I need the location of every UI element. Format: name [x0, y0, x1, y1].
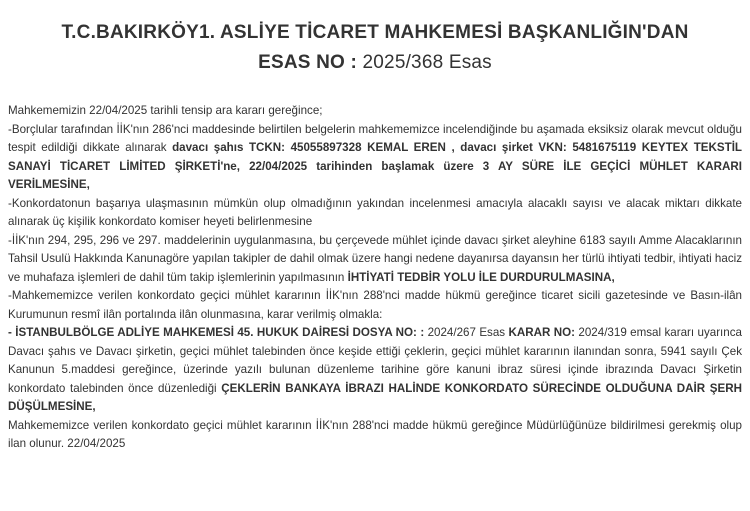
paragraph-bold-text: ÇEKLERİN BANKAYA İBRAZI HALİNDE KONKORDATO SÜRECİNDE OLDUĞUNA DAİR ŞERH DÜŞÜLMESİNE,	[8, 381, 742, 413]
paragraph-injunction	[8, 232, 742, 288]
announcement-body	[8, 102, 742, 454]
paragraph-text: 2024/319 emsal kararı uyarınca Davacı şahıs ve Davacı şirketin, geçici mühlet talebinden önce keşide ettiği çeklerin, geçici mühlet kararının ilanından sonra, 5941 sayılı Çek Kanunun 5.maddesi gereğince, üzerinde yazılı bulunan düzenleme tarihine göre kanuni ibraz süresi içinde ibrazında Davacı Şirketin konkordato talebinden önce düzenlediği	[8, 326, 742, 395]
paragraph-bold-text: - İSTANBULBÖLGE ADLİYE MAHKEMESİ 45. HUKUK DAİRESİ DOSYA NO: :	[8, 326, 428, 339]
announcement-header	[8, 0, 742, 78]
paragraph-closing: Mahkememizce verilen konkordato geçici mühlet kararının İİK'nın 288'nci madde hükmü gereğince Müdürlüğünüze bildirilmesi gerekmiş olup ilan olunur. 22/04/2025	[8, 418, 742, 450]
paragraph-temporary-respite	[8, 121, 742, 195]
paragraph-bold-text: İHTİYATİ TEDBİR YOLU İLE DURDURULMASINA,	[347, 270, 615, 284]
paragraph-bold-text: KARAR NO:	[508, 326, 579, 339]
paragraph-commissioner: -Konkordatonun başarıya ulaşmasının mümkün olup olmadığının yakından incelenmesi amacıyla alacaklı sayısı ve alacak miktarı dikkate alınarak üç kişilik konkordato komiser heyeti belirlenmesine	[8, 196, 742, 228]
paragraph-text: -İİK'nın 294, 295, 296 ve 297. maddelerinin uygulanmasına, bu çerçevede mühlet içinde davacı şirket aleyhine 6183 sayılı Amme Alacaklarının Tahsil Usulü Hakkında Kanunagöre yapılan takipler de dahil olmak üzere hangi nedene dayanırsa dayansın her türlü ihtiyati tedbir, ihtiyati haciz ve muhafaza işlemleri de dahil tüm takip işlemlerinin yapılmasının	[8, 233, 742, 284]
paragraph-publication: -Mahkememizce verilen konkordato geçici mühlet kararının İİK'nın 288'nci madde hükmü gereğince ticaret sicili gazetesinde ve Basın-ilân Kurumunun resmî ilân portalında ilân olunmasına, karar verilmiş olmakla:	[8, 289, 742, 321]
esas-label: ESAS NO :	[258, 52, 358, 73]
paragraph-intro: Mahkememizin 22/04/2025 tarihli tensip ara kararı gereğince;	[8, 104, 323, 117]
paragraph-appeal-court	[8, 324, 742, 417]
esas-line	[8, 48, 742, 78]
court-title: T.C.BAKIRKÖY1. ASLİYE TİCARET MAHKEMESİ BAŞKANLIĞIN'DAN	[61, 22, 689, 43]
esas-value: 2025/368 Esas	[362, 52, 492, 73]
paragraph-text: 2024/267 Esas	[427, 326, 509, 339]
paragraph-text: -Borçlular tarafından İİK'nın 286'nci maddesinde belirtilen belgelerin mahkememizce incelendiğinde bu aşamada eksiksiz olarak mevcut olduğu tespit edildiği dikkate alınarak	[8, 122, 742, 154]
paragraph-bold-text: davacı şahıs TCKN: 45055897328 KEMAL EREN , davacı şirket VKN: 5481675119 KEYTEX TEKSTİL SANAYİ TİCARET LİMİTED ŞİRKETİ'ne, 22/04/2025 tarihinden başlamak üzere 3 AY SÜRE İLE GEÇİCİ MÜHLET KARARI VERİLMESİNE,	[8, 141, 742, 191]
